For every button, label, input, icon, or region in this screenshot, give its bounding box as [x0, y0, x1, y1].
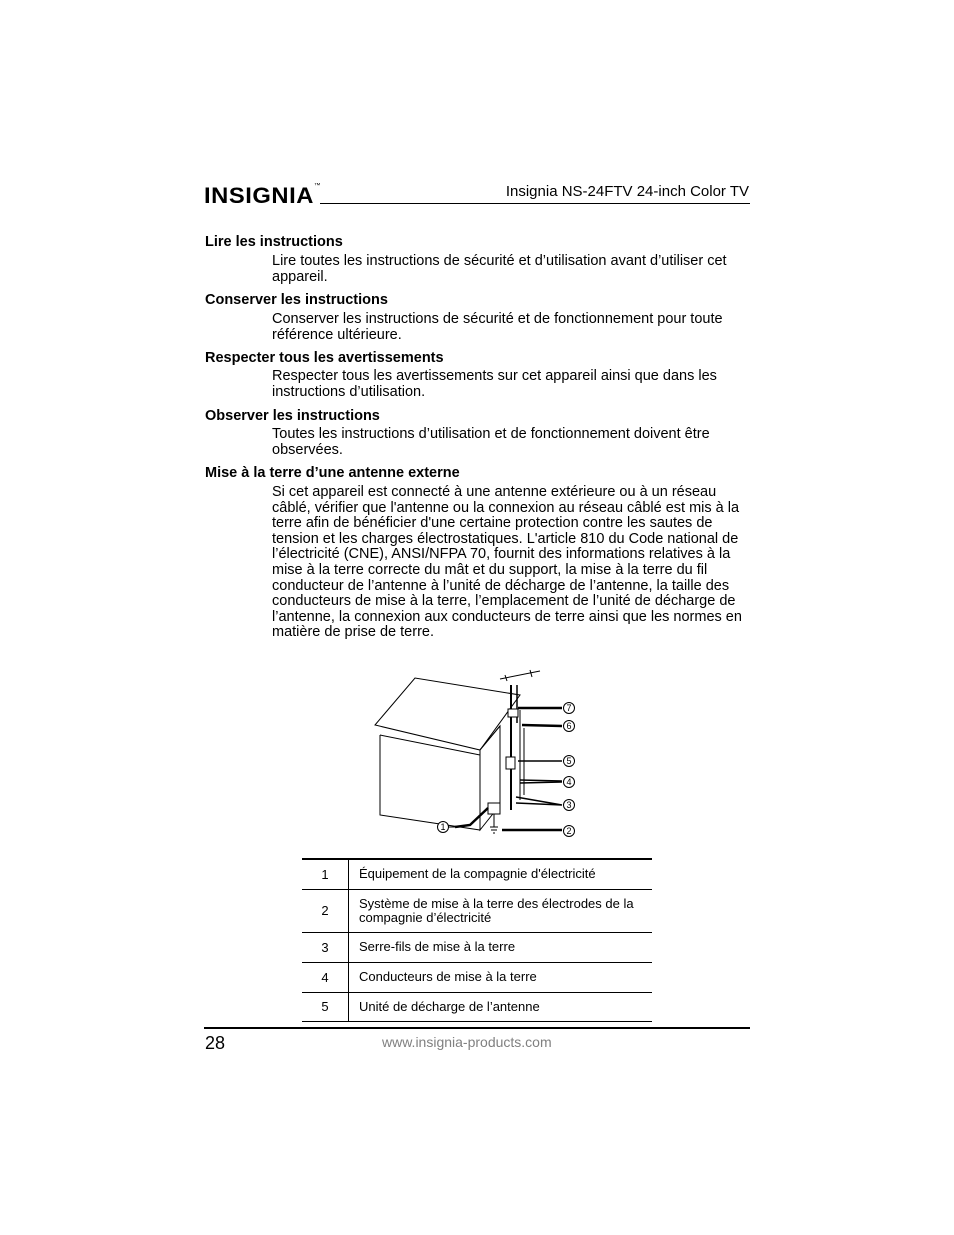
section-heading: Conserver les instructions	[205, 292, 388, 308]
svg-text:1: 1	[440, 822, 446, 832]
table-row	[302, 962, 652, 992]
section-body: Lire toutes les instructions de sécurité et d’utilisation avant d’utiliser cet appareil.	[272, 253, 727, 285]
table-row	[302, 889, 652, 932]
callout-3	[564, 800, 575, 811]
callout-4	[564, 777, 575, 788]
legend-number: 1	[302, 859, 349, 889]
legend-text: Conducteurs de mise à la terre	[349, 962, 653, 992]
section-body: Toutes les instructions d’utilisation et de fonctionnement doivent être observées.	[272, 426, 710, 458]
legend-text: Système de mise à la terre des électrodes de la compagnie d’électricité	[349, 889, 653, 932]
legend-text: Unité de décharge de l’antenne	[349, 992, 653, 1021]
svg-text:4: 4	[566, 777, 572, 787]
legend-table	[302, 858, 652, 1022]
table-row	[302, 932, 652, 962]
header-rule	[320, 203, 750, 204]
callout-2	[564, 826, 575, 837]
svg-text:7: 7	[566, 703, 572, 713]
legend-text: Équipement de la compagnie d'électricité	[349, 859, 653, 889]
section-heading: Mise à la terre d’une antenne externe	[205, 465, 460, 481]
footer-rule	[204, 1027, 750, 1029]
section-heading: Lire les instructions	[205, 234, 343, 250]
svg-text:3: 3	[566, 800, 572, 810]
callout-7	[564, 703, 575, 714]
callout-6	[564, 721, 575, 732]
trademark: ™	[313, 183, 321, 189]
legend-number: 4	[302, 962, 349, 992]
section-heading: Observer les instructions	[205, 408, 380, 424]
svg-text:2: 2	[566, 826, 572, 836]
section-body: Si cet appareil est connecté à une antenne extérieure ou à un réseau câblé, vérifier que l'antenne ou la connexion au réseau câblé est mis à la terre afin de bénéficier d'une certaine protection contre les sautes de tension et les charges électrostatiques. L'article 810 du Code national de l’électricité (CNE), ANSI/NFPA 70, fournit des informations relatives à la mise à la terre correcte du mât et du support, la mise à la terre du fil conducteur de l’antenne à l’unité de décharge de l’antenne, la taille des conducteurs de mise à la terre, l’emplacement de l’unité de décharge de l’antenne, la connexion aux conducteurs de terre ainsi que les normes en matière de prise de terre.	[272, 484, 742, 641]
document-title: Insignia NS-24FTV 24-inch Color TV	[505, 183, 749, 200]
section-heading: Respecter tous les avertissements	[205, 350, 444, 366]
house-wall	[380, 735, 480, 830]
callout-1	[438, 822, 449, 833]
section-body: Respecter tous les avertissements sur cet appareil ainsi que dans les instructions d’utilisation.	[272, 368, 717, 400]
legend-number: 3	[302, 932, 349, 962]
legend-number: 5	[302, 992, 349, 1021]
legend-number: 2	[302, 889, 349, 932]
table-row	[302, 992, 652, 1021]
antenna-grounding-diagram	[370, 665, 585, 845]
table-row	[302, 859, 652, 889]
svg-text:5: 5	[566, 756, 572, 766]
page-number: 28	[205, 1033, 226, 1053]
callout-5	[564, 756, 575, 767]
svg-text:6: 6	[566, 721, 572, 731]
section-body: Conserver les instructions de sécurité et de fonctionnement pour toute référence ultérieure.	[272, 311, 723, 343]
footer-url: www.insignia-products.com	[382, 1034, 552, 1050]
legend-text: Serre-fils de mise à la terre	[349, 932, 653, 962]
brand-name: INSIGNIA	[204, 183, 314, 208]
brand-logo	[204, 183, 321, 209]
